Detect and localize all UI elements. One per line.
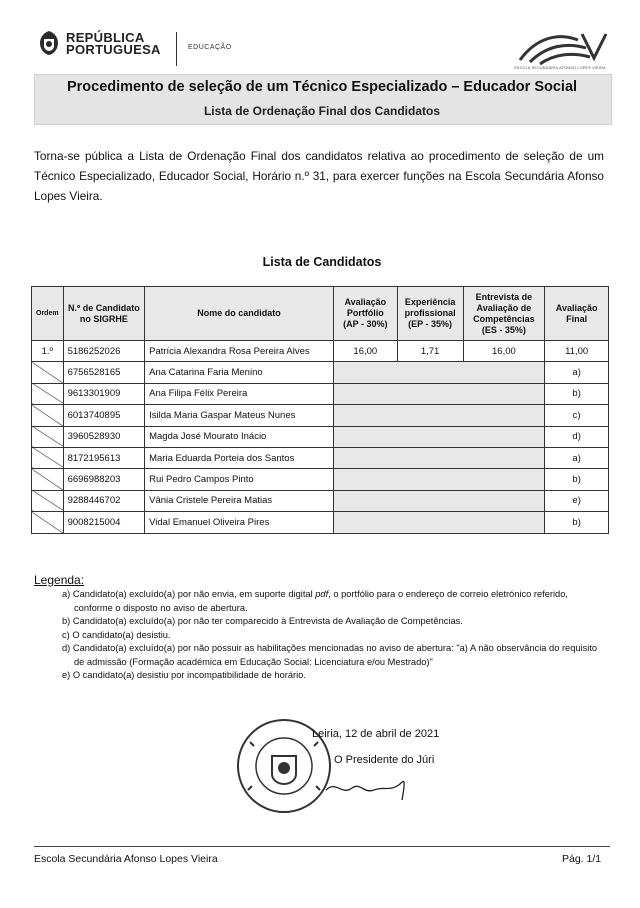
cell-scores-merged	[333, 447, 544, 468]
cell-numero: 9008215004	[63, 512, 145, 533]
table-row	[32, 405, 609, 426]
cell-ordem-empty	[32, 490, 64, 511]
cell-final: b)	[545, 512, 609, 533]
cell-nome: Ana Catarina Faria Menino	[145, 362, 334, 383]
cell-nome: Vidal Emanuel Oliveira Pires	[145, 512, 334, 533]
cell-final: 11,00	[545, 341, 609, 362]
table-row	[32, 490, 609, 511]
cell-nome: Patrícia Alexandra Rosa Pereira Alves	[145, 341, 334, 362]
brand-name: REPÚBLICA PORTUGUESA	[66, 30, 161, 57]
cell-ordem-empty	[32, 383, 64, 404]
cell-ordem-empty	[32, 426, 64, 447]
col-header-entrevista: Entrevista de Avaliação de Competências (ES - 35%)	[463, 287, 545, 341]
cell-numero: 6696988203	[63, 469, 145, 490]
table-row	[32, 383, 609, 404]
cell-final: e)	[545, 490, 609, 511]
cell-numero: 6013740895	[63, 405, 145, 426]
table-row	[32, 447, 609, 468]
cell-nome: Isilda Maria Gaspar Mateus Nunes	[145, 405, 334, 426]
cell-numero: 8172195613	[63, 447, 145, 468]
cell-numero: 5186252026	[63, 341, 145, 362]
cell-scores-merged	[333, 469, 544, 490]
cell-scores-merged	[333, 426, 544, 447]
legend-item: b) Candidato(a) excluído(a) por não ter comparecido à Entrevista de Avaliação de Competências.	[62, 616, 463, 626]
signature-role: O Presidente do Júri	[334, 754, 435, 766]
signature-place-date: Leiria, 12 de abril de 2021	[312, 728, 440, 740]
cell-final: a)	[545, 447, 609, 468]
table-header-row	[32, 287, 609, 341]
col-header-ordem: Ordem	[32, 287, 64, 341]
cell-ordem: 1.º	[32, 341, 64, 362]
cell-final: d)	[545, 426, 609, 447]
cell-nome: Maria Eduarda Porteia dos Santos	[145, 447, 334, 468]
list-title: Lista de Candidatos	[262, 255, 382, 269]
cell-scores-merged	[333, 362, 544, 383]
legend-title: Legenda:	[34, 573, 85, 587]
cell-final: a)	[545, 362, 609, 383]
footer-divider	[34, 846, 610, 847]
cell-ordem-empty	[32, 447, 64, 468]
cell-ordem-empty	[32, 512, 64, 533]
cell-ordem-empty	[32, 362, 64, 383]
cell-nome: Vânia Cristele Pereira Matias	[145, 490, 334, 511]
cell-scores-merged	[333, 383, 544, 404]
table-row	[32, 341, 609, 362]
school-logo-icon	[516, 30, 608, 66]
handwritten-signature-icon	[324, 770, 408, 804]
school-logo-caption: ESCOLA SECUNDÁRIA AFONSO LOPES VIEIRA	[514, 66, 606, 70]
col-header-portfolio: Avaliação Portfólio (AP - 30%)	[333, 287, 397, 341]
cell-numero: 9288446702	[63, 490, 145, 511]
col-header-experiencia: Experiência profissional (EP - 35%)	[397, 287, 463, 341]
cell-scores-merged	[333, 490, 544, 511]
cell-scores-merged	[333, 512, 544, 533]
cell-scores-merged	[333, 405, 544, 426]
cell-nome: Magda José Mourato Inácio	[145, 426, 334, 447]
col-header-numero: N.º de Candidato no SIGRHE	[63, 287, 145, 341]
republica-portuguesa-emblem-icon	[38, 30, 60, 56]
table-row	[32, 426, 609, 447]
table-row	[32, 362, 609, 383]
col-header-nome: Nome do candidato	[145, 287, 334, 341]
header-divider	[176, 32, 177, 66]
cell-final: c)	[545, 405, 609, 426]
cell-ordem-empty	[32, 405, 64, 426]
document-subtitle: Lista de Ordenação Final dos Candidatos	[203, 104, 441, 118]
cell-ordem-empty	[32, 469, 64, 490]
page-number: Pág. 1/1	[562, 853, 602, 865]
table-row	[32, 512, 609, 533]
cell-nome: Ana Filipa Félix Pereira	[145, 383, 334, 404]
cell-experiencia: 1,71	[397, 341, 463, 362]
cell-final: b)	[545, 383, 609, 404]
legend-item: c) O candidato(a) desistiu.	[62, 629, 171, 640]
legend-item: d) Candidato(a) excluído(a) por não possuir as habilitações mencionadas no aviso de abertura: "a) A não observância do requisito de admissão (Formação académica em Educação Social: Licenciatura e/ou Mestrado)"	[62, 643, 598, 667]
department-label: EDUCAÇÃO	[188, 44, 232, 51]
legend-list	[62, 588, 607, 683]
cell-nome: Rui Pedro Campos Pinto	[145, 469, 334, 490]
col-header-final: Avaliação Final	[545, 287, 609, 341]
intro-paragraph: Torna-se pública a Lista de Ordenação Final dos candidatos relativa ao procedimento de seleção de um Técnico Especializado, Educador Social, Horário n.º 31, para exercer funções na Escola Secundária Afonso Lopes Vieira.	[34, 149, 604, 203]
cell-final: b)	[545, 469, 609, 490]
cell-entrevista: 16,00	[463, 341, 545, 362]
table-row	[32, 469, 609, 490]
cell-portfolio: 16,00	[333, 341, 397, 362]
cell-numero: 6756528165	[63, 362, 145, 383]
candidates-table	[31, 286, 609, 534]
document-title: Procedimento de seleção de um Técnico Especializado – Educador Social	[66, 79, 578, 95]
legend-item: e) O candidato(a) desistiu por incompatibilidade de horário.	[62, 670, 306, 680]
footer-school: Escola Secundária Afonso Lopes Vieira	[34, 853, 218, 865]
cell-numero: 9613301909	[63, 383, 145, 404]
legend-item: a) Candidato(a) excluído(a) por não envia, em suporte digital pdf, o portfólio para o endereço de correio eletrónico referido, conforme o disposto no aviso de abertura.	[62, 589, 568, 613]
cell-numero: 3960528930	[63, 426, 145, 447]
